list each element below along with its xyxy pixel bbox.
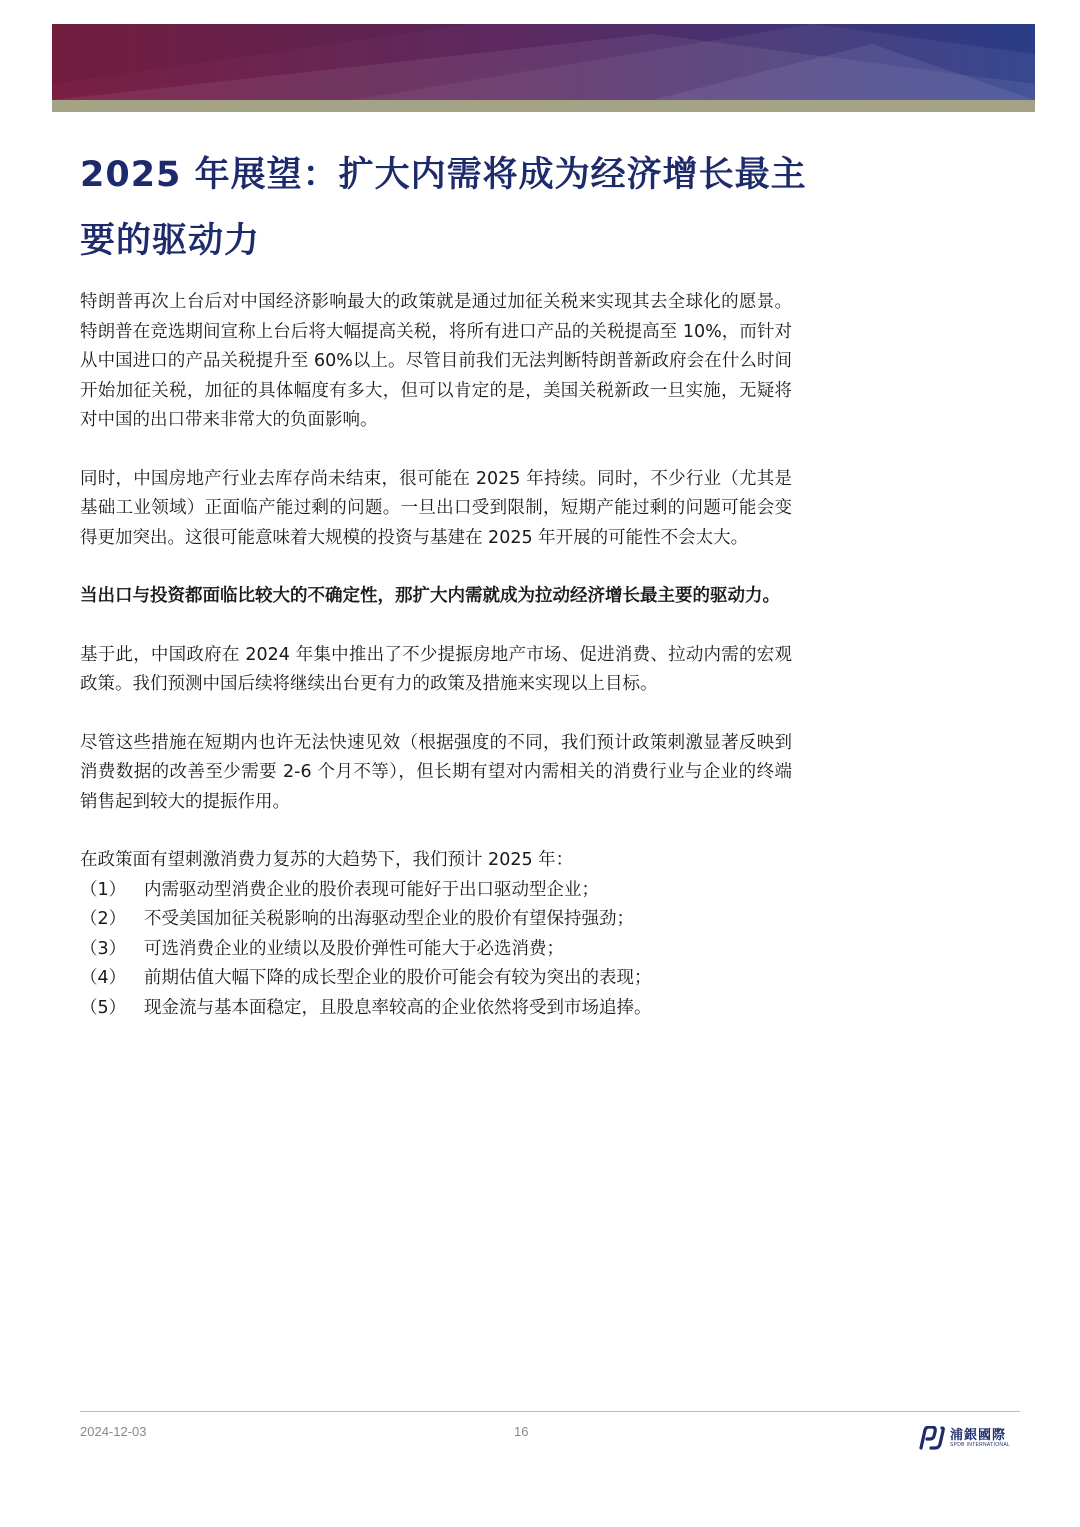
forecast-list <box>80 876 792 1024</box>
list-item <box>80 964 792 994</box>
list-item-number: （1） <box>80 879 127 900</box>
list-item <box>80 994 792 1024</box>
paragraph-forecast-intro: 在政策面有望刺激消费力复苏的大趋势下，我们预计 2025 年： <box>80 850 574 870</box>
header-stripe <box>52 100 1035 112</box>
list-item-number: （4） <box>80 968 127 988</box>
list-item-text: 现金流与基本面稳定，且股息率较高的企业依然将受到市场追捧。 <box>144 997 652 1018</box>
list-item-text: 前期估值大幅下降的成长型企业的股价可能会有较为突出的表现； <box>144 968 652 988</box>
paragraph-key-point: 当出口与投资都面临比较大的不确定性，那扩大内需就成为拉动经济增长最主要的驱动力。 <box>80 586 780 606</box>
list-item <box>80 905 792 935</box>
list-item-number: （3） <box>80 938 127 959</box>
footer-divider <box>80 1411 1020 1412</box>
list-item-text: 可选消费企业的业绩以及股价弹性可能大于必选消费； <box>144 938 564 959</box>
list-item-number: （5） <box>80 997 127 1018</box>
company-logo <box>918 1424 1018 1452</box>
paragraph-tariff: 特朗普再次上台后对中国经济影响最大的政策就是通过加征关税来实现其去全球化的愿景。特朗普在竞选期间宣称上台后将大幅提高关税，将所有进口产品的关税提高至 10%，而针对从中国进口的产品关税提升至 60%以上。尽管目前我们无法判断特朗普新政府会在什么时间开始加征关税，加征的具体幅度有多大，但可以肯定的是，美国关税新政一旦实施，无疑将对中国的出口带来非常大的负面影响。 <box>80 292 792 430</box>
logo-text-cn: 浦銀國際 <box>950 1428 1007 1443</box>
logo-text-en: SPDB INTERNATIONAL <box>950 1442 1011 1448</box>
list-item <box>80 935 792 965</box>
paragraph-policy: 基于此，中国政府在 2024 年集中推出了不少提振房地产市场、促进消费、拉动内需的宏观政策。我们预测中国后续将继续出台更有力的政策及措施来实现以上目标。 <box>80 644 792 694</box>
main-content <box>80 288 792 1023</box>
list-item-text: 不受美国加征关税影响的出海驱动型企业的股价有望保持强劲； <box>144 909 634 929</box>
spdb-logo-icon <box>918 1426 946 1450</box>
footer-date: 2024-12-03 <box>80 1424 147 1439</box>
paragraph-outlook: 尽管这些措施在短期内也许无法快速见效（根据强度的不同，我们预计政策刺激显著反映到消费数据的改善至少需要 2-6 个月不等），但长期有望对内需相关的消费行业与企业的终端销售起到较大的提振作用。 <box>80 732 792 812</box>
banner-graphic <box>52 24 1035 100</box>
page-number: 16 <box>514 1424 529 1439</box>
list-item-text: 内需驱动型消费企业的股价表现可能好于出口驱动型企业； <box>144 879 599 900</box>
header-banner <box>52 24 1035 100</box>
list-item <box>80 876 792 906</box>
paragraph-property: 同时，中国房地产行业去库存尚未结束，很可能在 2025 年持续。同时，不少行业（尤其是基础工业领域）正面临产能过剩的问题。一旦出口受到限制，短期产能过剩的问题可能会变得更加突出。这很可能意味着大规模的投资与基建在 2025 年开展的可能性不会太大。 <box>80 468 792 548</box>
page-title: 2025 年展望：扩大内需将成为经济增长最主要的驱动力 <box>80 155 807 261</box>
list-item-number: （2） <box>80 909 127 929</box>
